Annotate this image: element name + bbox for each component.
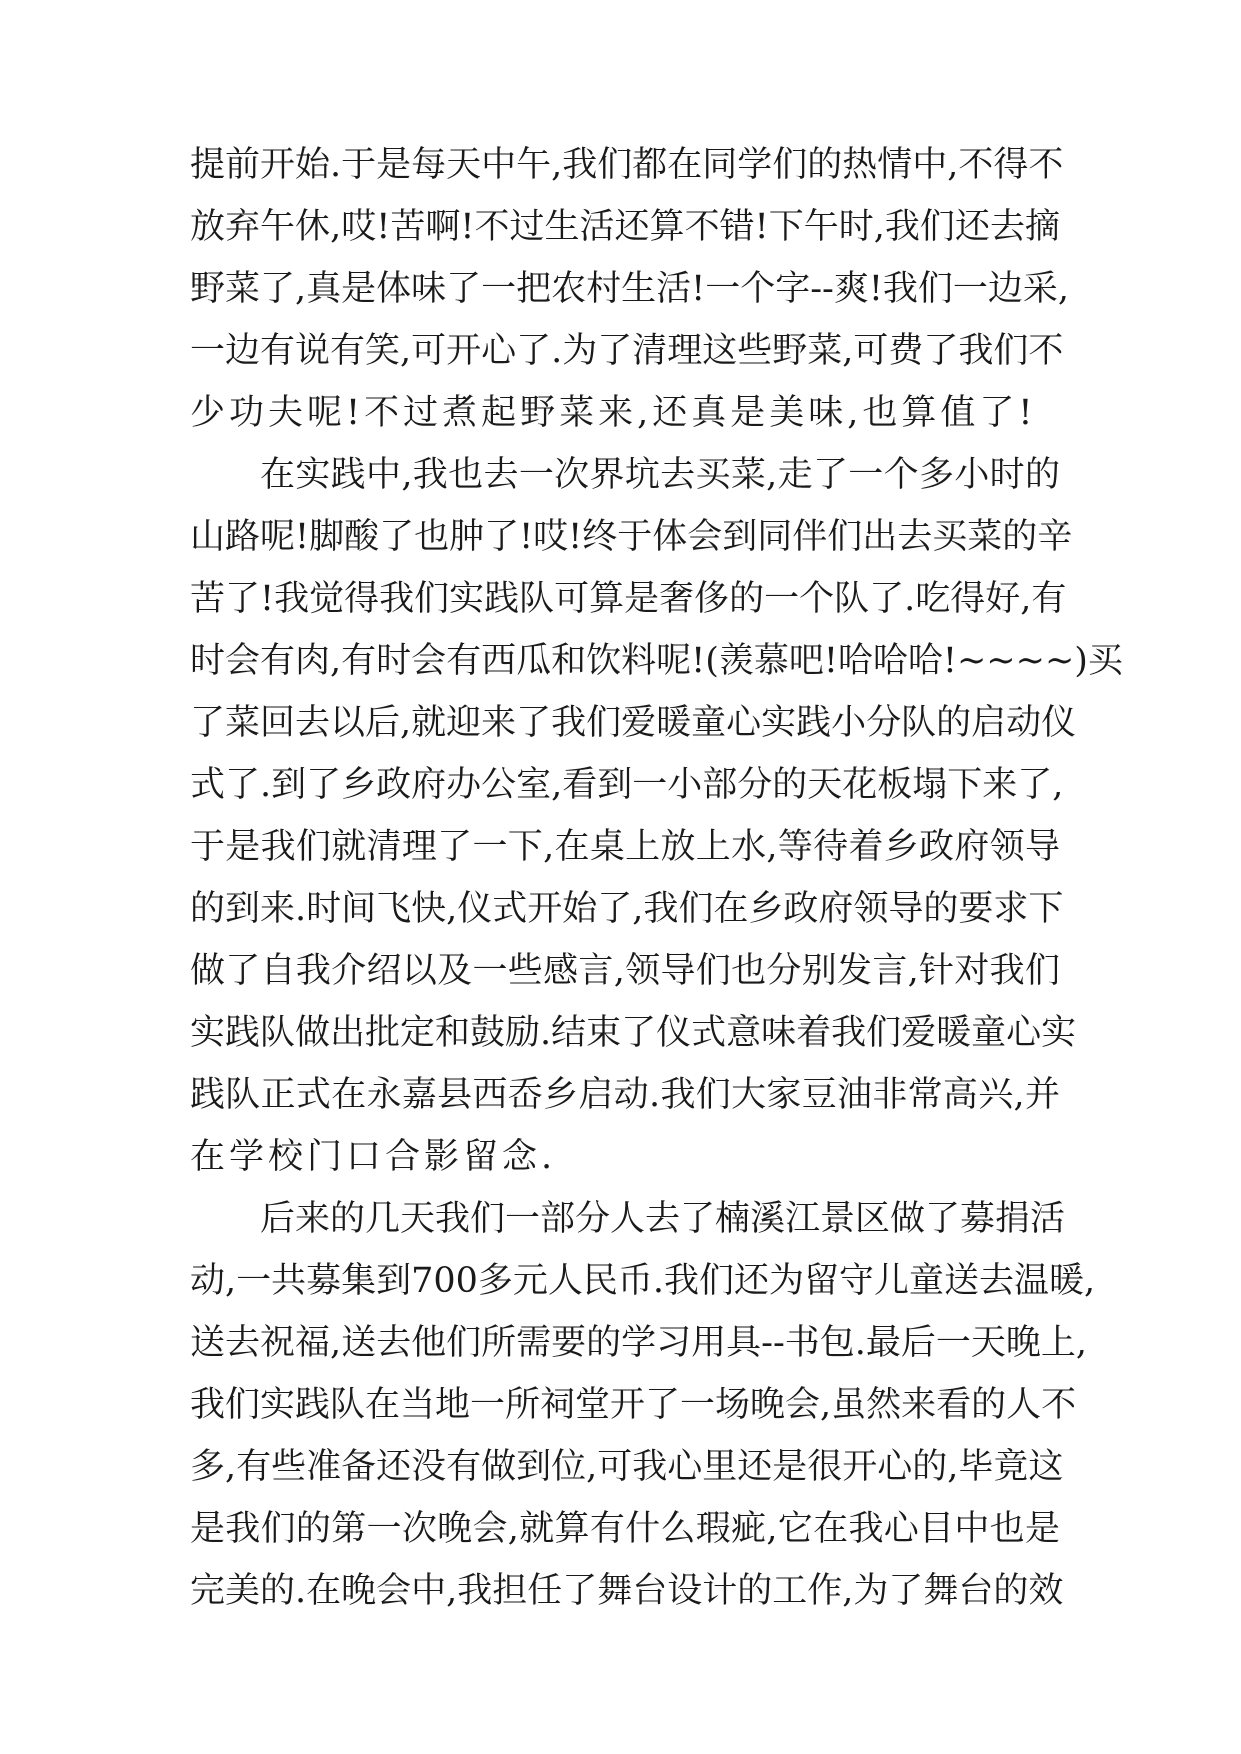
text-line: 我们实践队在当地一所祠堂开了一场晚会,虽然来看的人不 [190, 1385, 1077, 1425]
paragraph-first-line: 后来的几天我们一部分人去了楠溪江景区做了募捐活 [260, 1199, 1066, 1239]
paragraph-first-line: 在实践中,我也去一次界坑去买菜,走了一个多小时的 [260, 455, 1060, 495]
text-line: 放弃午休,哎!苦啊!不过生活还算不错!下午时,我们还去摘 [190, 207, 1060, 247]
text-line: 提前开始.于是每天中午,我们都在同学们的热情中,不得不 [190, 145, 1064, 185]
text-line: 是我们的第一次晚会,就算有什么瑕疵,它在我心目中也是 [190, 1509, 1060, 1549]
text-line: 时会有肉,有时会有西瓜和饮料呢!(羡慕吧!哈哈哈!~~~~)买 [190, 641, 1123, 681]
text-line: 山路呢!脚酸了也肿了!哎!终于体会到同伴们出去买菜的辛 [190, 517, 1073, 557]
text-line: 动,一共募集到700多元人民币.我们还为留守儿童送去温暖, [190, 1261, 1096, 1301]
text-line: 送去祝福,送去他们所需要的学习用具--书包.最后一天晚上, [190, 1323, 1088, 1363]
text-line: 在学校门口合影留念. [190, 1137, 557, 1177]
text-line: 完美的.在晚会中,我担任了舞台设计的工作,为了舞台的效 [190, 1571, 1064, 1611]
text-line: 于是我们就清理了一下,在桌上放上水,等待着乡政府领导 [190, 827, 1060, 867]
text-line: 做了自我介绍以及一些感言,领导们也分别发言,针对我们 [190, 951, 1060, 991]
text-line: 少功夫呢!不过煮起野菜来,还真是美味,也算值了! [190, 393, 1037, 433]
text-line: 式了.到了乡政府办公室,看到一小部分的天花板塌下来了, [190, 765, 1064, 805]
text-line: 实践队做出批定和鼓励.结束了仪式意味着我们爱暖童心实 [190, 1013, 1077, 1053]
text-line: 践队正式在永嘉县西岙乡启动.我们大家豆油非常高兴,并 [190, 1075, 1060, 1115]
text-line: 的到来.时间飞快,仪式开始了,我们在乡政府领导的要求下 [190, 889, 1064, 929]
text-line: 一边有说有笑,可开心了.为了清理这些野菜,可费了我们不 [190, 331, 1064, 371]
text-line: 野菜了,真是体味了一把农村生活!一个字--爽!我们一边采, [190, 269, 1070, 309]
text-line: 苦了!我觉得我们实践队可算是奢侈的一个队了.吃得好,有 [190, 579, 1067, 619]
text-line: 了菜回去以后,就迎来了我们爱暖童心实践小分队的启动仪 [190, 703, 1077, 743]
text-line: 多,有些准备还没有做到位,可我心里还是很开心的,毕竟这 [190, 1447, 1064, 1487]
